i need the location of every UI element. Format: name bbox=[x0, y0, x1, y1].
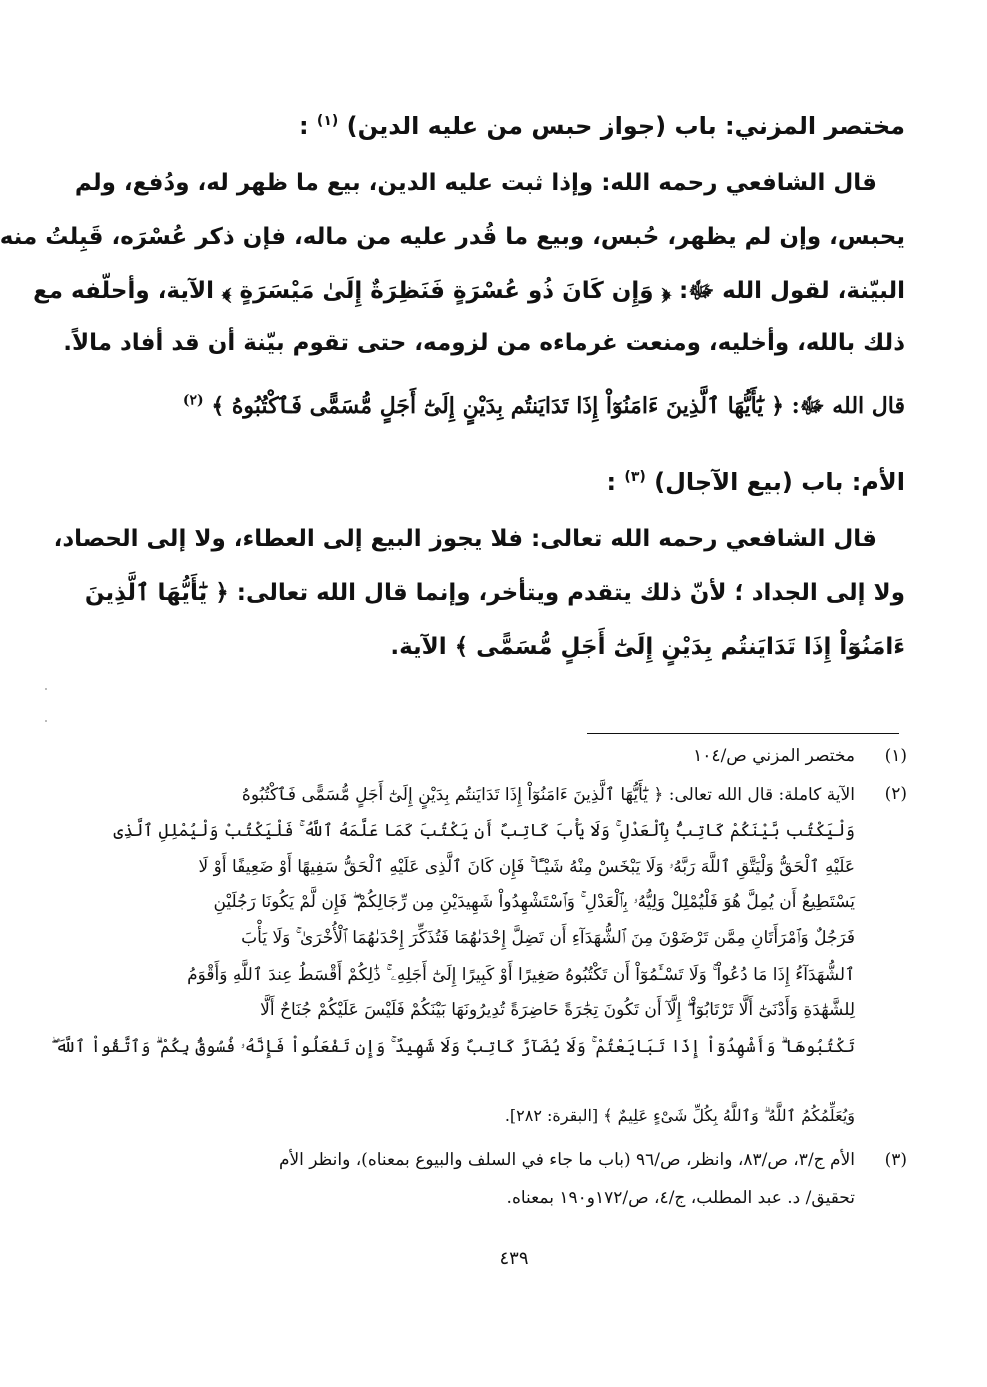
footnote-line: الأم ج/٣، ص/٨٣، وانظر، ص/٩٦ (باب ما جاء في السلف والبيوع بمعناه)، وانظر الأم bbox=[278, 1150, 855, 1170]
footnote-ref-3[interactable]: (٣) bbox=[624, 469, 646, 485]
paragraph-line: ءَامَنُوٓاْ إِذَا تَدَايَنتُم بِدَيْنٍ إِلَىٰٓ أَجَلٍ مُّسَمًّى ﴾ الآية. bbox=[390, 634, 905, 660]
heading-text: مختصر المزني: باب (جواز حبس من عليه الدين) bbox=[346, 112, 905, 140]
scan-speck bbox=[45, 688, 47, 690]
page-number: ٤٣٩ bbox=[499, 1248, 529, 1269]
footnote-number: (٣) bbox=[884, 1150, 907, 1170]
paragraph-line: ولا إلى الجداد ؛ لأنّ ذلك يتقدم ويتأخر، وإنما قال الله تعالى: ﴿ يَٰٓأَيُّهَا ٱلَّذِينَ bbox=[84, 580, 905, 606]
footnote-number: (١) bbox=[884, 746, 907, 766]
footnote-line: وَيُعَلِّمُكُمُ ٱللَّهُ ۗ وَٱللَّهُ بِكُلِّ شَىْءٍ عَلِيمٌ ﴾ [البقرة: ٢٨٢]. bbox=[504, 1106, 855, 1125]
footnote-line: ٱلشُّهَدَآءُ إِذَا مَا دُعُواْ ۚ وَلَا تَسْـَٔمُوٓاْ أَن تَكْتُبُوهُ صَغِيرًا أَوْ كَبِيرًا إِلَىٰٓ أَجَلِهِۦ ۚ ذَٰلِكُمْ أَقْسَطُ عِندَ ٱللَّهِ وَأَقْوَمُ bbox=[187, 965, 855, 985]
heading-text: الأم: باب (بيع الآجال) bbox=[654, 468, 905, 496]
scan-speck bbox=[45, 720, 47, 722]
paragraph-line: البيّنة، لقول الله ﷻ: ﴿ وَإِن كَانَ ذُو عُسْرَةٍ فَنَظِرَةٌ إِلَىٰ مَيْسَرَةٍ ﴾ الآية، وأحلّفه مع bbox=[33, 278, 905, 304]
footnote-number: (٢) bbox=[884, 784, 907, 804]
paragraph-line: قال الشافعي رحمه الله: وإذا ثبت عليه الدين، بيع ما ظهر له، ودُفع، ولم bbox=[74, 170, 877, 196]
heading-colon: : bbox=[298, 112, 309, 140]
footnote-ref-1[interactable]: (١) bbox=[316, 113, 339, 129]
quran-verse-line bbox=[111, 392, 905, 424]
footnote-line: مختصر المزني ص/١٠٤ bbox=[693, 746, 855, 766]
footnote-line: يَسْتَطِيعُ أَن يُمِلَّ هُوَ فَلْيُمْلِلْ وَلِيُّهُۥ بِٱلْعَدْلِ ۚ وَٱسْتَشْهِدُواْ شَهِيدَيْنِ مِن رِّجَالِكُمْ ۖ فَإِن لَّمْ يَكُونَا رَجُلَيْنِ bbox=[213, 892, 855, 912]
footnote-line: لِلشَّهَٰدَةِ وَأَدْنَىٰٓ أَلَّا تَرْتَابُوٓاْ ۖ إِلَّآ أَن تَكُونَ تِجَٰرَةً حَاضِرَةً تُدِيرُونَهَا بَيْنَكُمْ فَلَيْسَ عَلَيْكُمْ جُنَاحٌ أَلَّا bbox=[260, 1000, 855, 1020]
paragraph-line: قال الشافعي رحمه الله تعالى: فلا يجوز البيع إلى العطاء، ولا إلى الحصاد، bbox=[53, 526, 877, 552]
section-heading-umm bbox=[111, 468, 905, 496]
footnote-line: عَلَيْهِ ٱلْحَقُّ وَلْيَتَّقِ ٱللَّهَ رَبَّهُۥ وَلَا يَبْخَسْ مِنْهُ شَيْـًٔا ۚ فَإِن كَانَ ٱلَّذِى عَلَيْهِ ٱلْحَقُّ سَفِيهًا أَوْ ضَعِيفًا أَوْ لَا bbox=[198, 857, 855, 877]
footnote-line: تَكْتُبُوهَا ۗ وَأَشْهِدُوٓاْ إِذَا تَبَايَعْتُمْ ۚ وَلَا يُضَآرَّ كَاتِبٌ وَلَا شَهِيدٌ ۚ وَإِن تَفْعَلُواْ فَإِنَّهُۥ فُسُوقٌۢ بِكُمْ ۗ وَٱتَّقُواْ ٱللَّهَ ۖ bbox=[51, 1037, 855, 1057]
paragraph-line: ذلك بالله، وأخليه، ومنعت غرماءه من لزومه، حتى تقوم بيّنة أن قد أفاد مالاً. bbox=[63, 330, 905, 356]
heading-colon: : bbox=[606, 468, 617, 496]
footnote-separator bbox=[587, 733, 899, 734]
section-heading-mukhtasar bbox=[111, 112, 905, 140]
verse-text: قال الله ﷻ: ﴿ يَٰٓأَيُّهَا ٱلَّذِينَ ءَامَنُوٓاْ إِذَا تَدَايَنتُم بِدَيْنٍ إِلَىٰٓ أَجَلٍ مُّسَمًّى فَٱكْتُبُوهُ ﴾ bbox=[211, 393, 905, 419]
footnote-line: وَلْيَكْتُب بَّيْنَكُمْ كَاتِبٌۢ بِٱلْعَدْلِ ۚ وَلَا يَأْبَ كَاتِبٌ أَن يَكْتُبَ كَمَا عَلَّمَهُ ٱللَّهُ ۚ فَلْيَكْتُبْ وَلْيُمْلِلِ ٱلَّذِى bbox=[113, 821, 855, 841]
footnote-line: فَرَجُلٌ وَٱمْرَأَتَانِ مِمَّن تَرْضَوْنَ مِنَ ٱلشُّهَدَآءِ أَن تَضِلَّ إِحْدَىٰهُمَا فَتُذَكِّرَ إِحْدَىٰهُمَا ٱلْأُخْرَىٰ ۚ وَلَا يَأْبَ bbox=[241, 928, 855, 948]
footnote-ref-2[interactable]: (٢) bbox=[182, 392, 204, 409]
footnote-line: الآية كاملة: قال الله تعالى: ﴿ يَٰٓأَيُّهَا ٱلَّذِينَ ءَامَنُوٓاْ إِذَا تَدَايَنتُم بِدَيْنٍ إِلَىٰٓ أَجَلٍ مُّسَمًّى فَٱكْتُبُوهُ bbox=[241, 785, 855, 805]
paragraph-line: يحبس، وإن لم يظهر، حُبس، وبيع ما قُدر عليه من ماله، فإن ذكر عُسْرَه، قَبِلتُ منه bbox=[0, 224, 905, 250]
footnote-line: تحقيق/ د. عبد المطلب، ج/٤، ص/١٧٢و١٩٠ بمعناه. bbox=[506, 1188, 855, 1208]
